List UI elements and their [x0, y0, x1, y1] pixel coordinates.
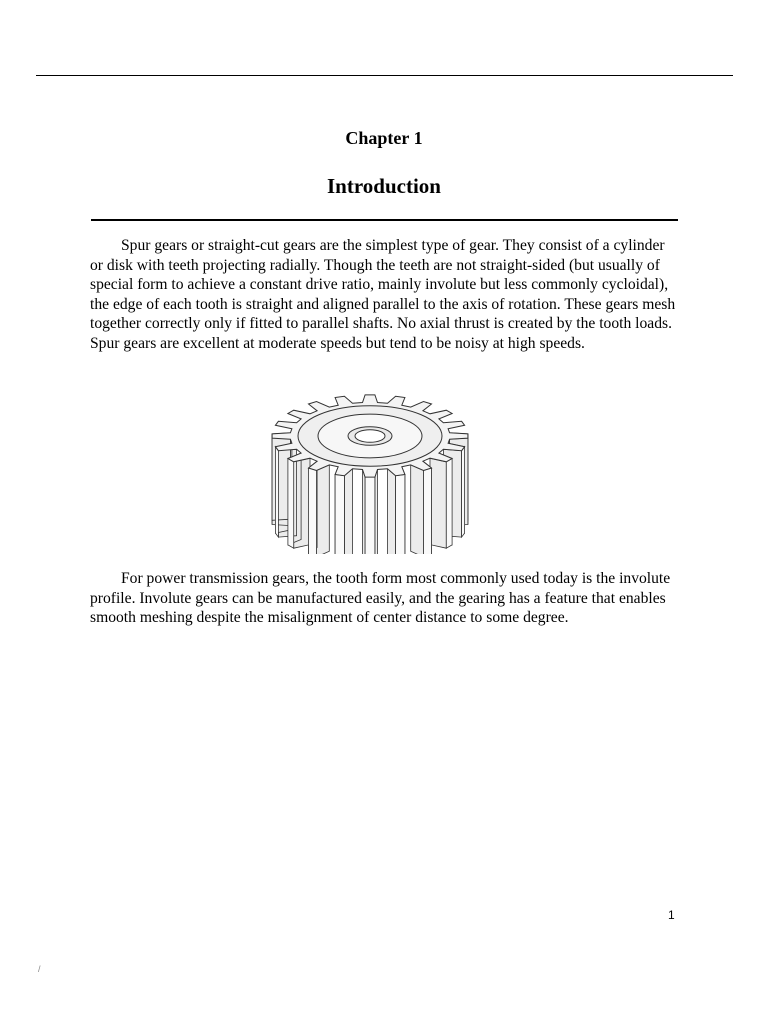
- gear-tooth-face: [462, 447, 465, 537]
- gear-tooth-face: [446, 459, 452, 549]
- title-rule: [91, 219, 678, 221]
- gear-tooth-flank: [388, 469, 396, 554]
- gear-tooth-flank: [344, 469, 352, 554]
- gear-tooth-flank: [411, 465, 424, 554]
- chapter-title: Introduction: [327, 174, 441, 198]
- paragraph-spur-gears: Spur gears or straight-cut gears are the simplest type of gear. They consist of a cylinder or disk with teeth projecting radially. Though the teeth are not straight-sided (but usually of special form to achieve a constant drive ratio, mainly involute but less commonly cycloidal), the edge of each tooth is straight and aligned parallel to the axis of rotation. These gears mesh together correctly only if fitted to parallel shafts. No axial thrust is created by the tooth loads. Spur gears are excellent at moderate speeds but tend to be noisy at high speeds.: [90, 237, 676, 352]
- gear-tooth-flank: [317, 465, 330, 554]
- gear-tooth-face: [275, 447, 278, 537]
- spur-gear-icon: [264, 384, 476, 554]
- gear-bore: [355, 430, 385, 443]
- gear-tooth-face: [335, 475, 344, 555]
- gear-tooth-face: [309, 468, 317, 554]
- gear-tooth-flank: [430, 458, 446, 548]
- corner-mark: /: [38, 964, 41, 974]
- gear-tooth-face: [365, 477, 375, 554]
- gear-tooth-face: [424, 468, 432, 554]
- paragraph-involute-profile: For power transmission gears, the tooth form most commonly used today is the involute profile. Involute gears can be manufactured easily, and the gearing has a feature that enables smooth meshing despite the misalignment of center distance to some degree.: [90, 570, 671, 626]
- header-rule: [36, 75, 733, 76]
- chapter-label: Chapter 1: [345, 128, 423, 148]
- page-number: 1: [668, 908, 675, 922]
- gear-tooth-face: [288, 459, 294, 549]
- gear-tooth-face: [396, 475, 405, 555]
